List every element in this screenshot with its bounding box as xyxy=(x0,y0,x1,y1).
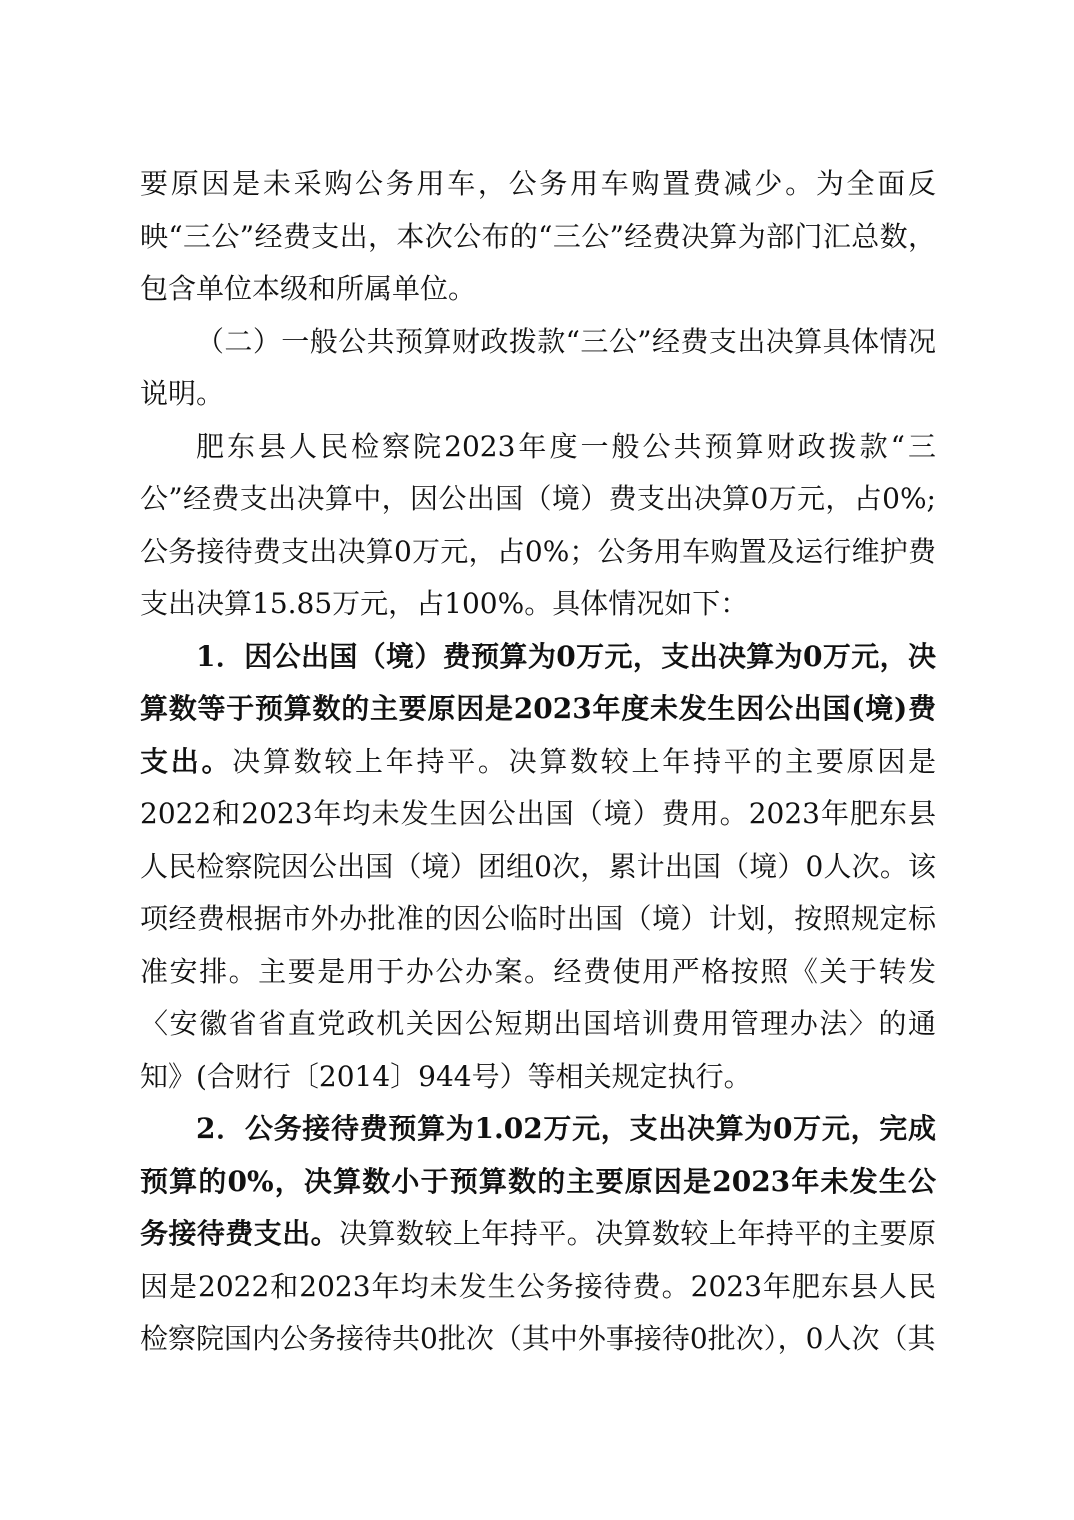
text-run: 决算数较上年持平。决算数较上年持平的主要原因是2022和2023年均未发生公务接待费。2023年肥东县人民检察院国内公务接待共0批次（其中外事接待0批次），0人次（其 xyxy=(140,1217,936,1355)
text-run: 要原因是未采购公务用车，公务用车购置费减少。为全面反映“三公”经费支出，本次公布的“三公”经费决算为部门汇总数，包含单位本级和所属单位。 xyxy=(140,167,936,305)
paragraph-vehicle-summary xyxy=(140,158,936,316)
text-run: 肥东县人民检察院2023年度一般公共预算财政拨款“三公”经费支出决算中，因公出国（境）费支出决算0万元，占0%;公务接待费支出决算0万元，占0%；公务用车购置及运行维护费支出决算15.85万元，占100%。具体情况如下： xyxy=(140,429,936,620)
paragraph-overseas-travel xyxy=(140,631,936,1104)
text-run: （二）一般公共预算财政拨款“三公”经费支出决算具体情况说明。 xyxy=(140,324,936,410)
bold-text-run: 1．因公出国（境）费预算为0万元，支出决算为0万元，决算数等于预算数的主要原因是2023年度未发生因公出国(境)费支出。 xyxy=(140,639,936,778)
document-body xyxy=(140,158,936,1366)
paragraph-expenditure-overview xyxy=(140,421,936,631)
section-heading-two xyxy=(140,316,936,421)
text-run: 决算数较上年持平。决算数较上年持平的主要原因是2022和2023年均未发生因公出国（境）费用。2023年肥东县人民检察院因公出国（境）团组0次，累计出国（境）0人次。该项经费根据市外办批准的因公临时出国（境）计划，按照规定标准安排。主要是用于办公办案。经费使用严格按照《关于转发〈安徽省省直党政机关因公短期出国培训费用管理办法〉的通知》(合财行〔2014〕944号）等相关规定执行。 xyxy=(140,744,936,1093)
bold-text-run: 2．公务接待费预算为1.02万元，支出决算为0万元，完成预算的0%，决算数小于预算数的主要原因是2023年未发生公务接待费支出。 xyxy=(140,1112,936,1250)
paragraph-official-reception xyxy=(140,1103,936,1366)
